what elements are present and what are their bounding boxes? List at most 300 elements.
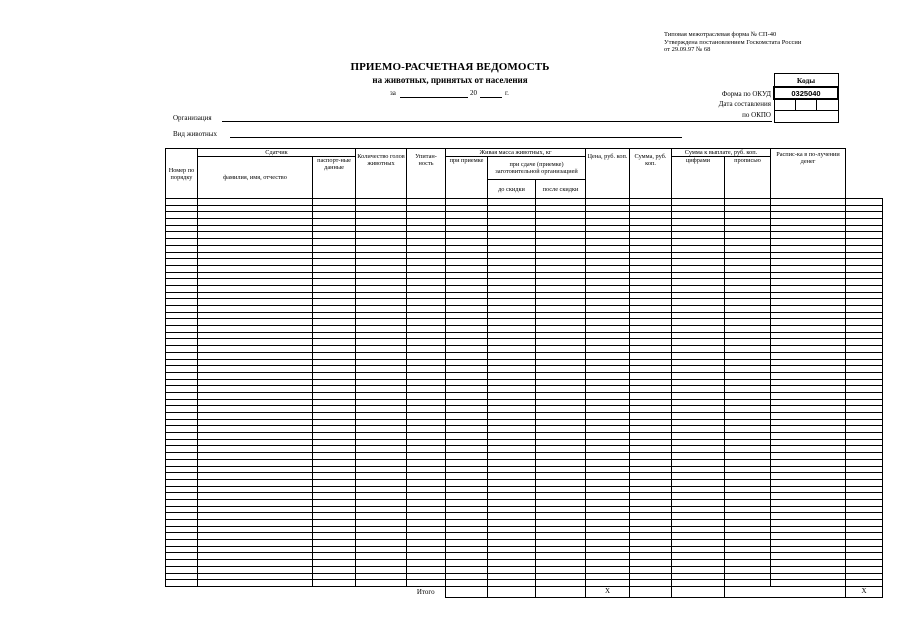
table-cell[interactable]: [407, 493, 446, 500]
table-cell[interactable]: [446, 199, 488, 206]
table-cell[interactable]: [407, 239, 446, 246]
table-cell[interactable]: [725, 479, 771, 486]
total-after-shrink[interactable]: [536, 586, 586, 597]
table-cell[interactable]: [356, 479, 407, 486]
table-cell[interactable]: [166, 339, 198, 346]
table-cell[interactable]: [536, 426, 586, 433]
table-cell[interactable]: [488, 493, 536, 500]
table-cell[interactable]: [166, 426, 198, 433]
table-cell[interactable]: [630, 386, 672, 393]
table-cell[interactable]: [488, 212, 536, 219]
table-cell[interactable]: [356, 406, 407, 413]
table-cell[interactable]: [771, 326, 846, 333]
table-cell[interactable]: [672, 359, 725, 366]
table-cell[interactable]: [846, 446, 883, 453]
table-cell[interactable]: [725, 473, 771, 480]
table-cell[interactable]: [630, 265, 672, 272]
table-cell[interactable]: [446, 453, 488, 460]
table-cell[interactable]: [672, 446, 725, 453]
table-cell[interactable]: [488, 566, 536, 573]
table-cell[interactable]: [356, 332, 407, 339]
table-cell[interactable]: [846, 573, 883, 580]
table-cell[interactable]: [586, 399, 630, 406]
table-cell[interactable]: [725, 546, 771, 553]
table-cell[interactable]: [356, 546, 407, 553]
table-cell[interactable]: [446, 399, 488, 406]
table-cell[interactable]: [725, 426, 771, 433]
table-cell[interactable]: [488, 252, 536, 259]
table-cell[interactable]: [586, 245, 630, 252]
table-cell[interactable]: [630, 366, 672, 373]
table-cell[interactable]: [672, 546, 725, 553]
table-cell[interactable]: [725, 259, 771, 266]
table-cell[interactable]: [536, 219, 586, 226]
table-cell[interactable]: [407, 299, 446, 306]
table-cell[interactable]: [356, 446, 407, 453]
table-cell[interactable]: [198, 346, 313, 353]
table-cell[interactable]: [771, 566, 846, 573]
table-cell[interactable]: [536, 526, 586, 533]
table-cell[interactable]: [198, 426, 313, 433]
table-cell[interactable]: [198, 413, 313, 420]
table-cell[interactable]: [771, 392, 846, 399]
table-cell[interactable]: [725, 453, 771, 460]
table-cell[interactable]: [586, 453, 630, 460]
table-cell[interactable]: [313, 413, 356, 420]
table-cell[interactable]: [672, 199, 725, 206]
table-cell[interactable]: [166, 466, 198, 473]
table-cell[interactable]: [630, 426, 672, 433]
table-cell[interactable]: [771, 366, 846, 373]
table-cell[interactable]: [536, 553, 586, 560]
table-cell[interactable]: [166, 312, 198, 319]
table-cell[interactable]: [407, 285, 446, 292]
table-cell[interactable]: [446, 259, 488, 266]
table-cell[interactable]: [356, 219, 407, 226]
table-cell[interactable]: [586, 513, 630, 520]
date-year-field[interactable]: [480, 97, 502, 98]
table-cell[interactable]: [586, 319, 630, 326]
table-cell[interactable]: [166, 399, 198, 406]
table-cell[interactable]: [198, 379, 313, 386]
table-cell[interactable]: [725, 566, 771, 573]
table-cell[interactable]: [846, 326, 883, 333]
table-cell[interactable]: [407, 359, 446, 366]
table-cell[interactable]: [771, 265, 846, 272]
table-cell[interactable]: [488, 219, 536, 226]
table-cell[interactable]: [407, 279, 446, 286]
table-cell[interactable]: [771, 319, 846, 326]
table-cell[interactable]: [407, 352, 446, 359]
table-cell[interactable]: [488, 346, 536, 353]
table-cell[interactable]: [630, 212, 672, 219]
table-cell[interactable]: [356, 299, 407, 306]
table-cell[interactable]: [536, 499, 586, 506]
table-cell[interactable]: [725, 520, 771, 527]
table-cell[interactable]: [313, 506, 356, 513]
table-cell[interactable]: [166, 553, 198, 560]
table-cell[interactable]: [166, 332, 198, 339]
table-cell[interactable]: [725, 506, 771, 513]
table-cell[interactable]: [356, 346, 407, 353]
table-cell[interactable]: [407, 332, 446, 339]
table-cell[interactable]: [771, 546, 846, 553]
table-cell[interactable]: [536, 265, 586, 272]
table-cell[interactable]: [846, 319, 883, 326]
table-cell[interactable]: [725, 573, 771, 580]
table-cell[interactable]: [725, 406, 771, 413]
table-cell[interactable]: [630, 379, 672, 386]
table-cell[interactable]: [846, 339, 883, 346]
table-cell[interactable]: [672, 580, 725, 587]
table-cell[interactable]: [446, 265, 488, 272]
table-cell[interactable]: [356, 199, 407, 206]
table-cell[interactable]: [630, 520, 672, 527]
table-cell[interactable]: [166, 326, 198, 333]
table-cell[interactable]: [166, 499, 198, 506]
table-cell[interactable]: [771, 419, 846, 426]
table-cell[interactable]: [771, 272, 846, 279]
table-cell[interactable]: [407, 479, 446, 486]
table-cell[interactable]: [725, 319, 771, 326]
table-cell[interactable]: [356, 399, 407, 406]
table-cell[interactable]: [586, 252, 630, 259]
organization-field[interactable]: [222, 121, 772, 122]
table-cell[interactable]: [446, 379, 488, 386]
table-cell[interactable]: [407, 399, 446, 406]
table-cell[interactable]: [630, 473, 672, 480]
table-cell[interactable]: [488, 439, 536, 446]
table-cell[interactable]: [586, 285, 630, 292]
table-cell[interactable]: [198, 285, 313, 292]
table-cell[interactable]: [725, 199, 771, 206]
table-cell[interactable]: [536, 285, 586, 292]
table-cell[interactable]: [630, 493, 672, 500]
table-cell[interactable]: [725, 439, 771, 446]
table-cell[interactable]: [488, 413, 536, 420]
table-cell[interactable]: [672, 413, 725, 420]
table-cell[interactable]: [630, 580, 672, 587]
table-cell[interactable]: [771, 252, 846, 259]
table-cell[interactable]: [672, 386, 725, 393]
table-cell[interactable]: [725, 205, 771, 212]
table-cell[interactable]: [313, 299, 356, 306]
table-cell[interactable]: [630, 279, 672, 286]
table-cell[interactable]: [725, 446, 771, 453]
table-cell[interactable]: [630, 219, 672, 226]
table-cell[interactable]: [672, 232, 725, 239]
table-cell[interactable]: [407, 446, 446, 453]
table-cell[interactable]: [407, 386, 446, 393]
table-cell[interactable]: [672, 366, 725, 373]
table-cell[interactable]: [356, 433, 407, 440]
table-cell[interactable]: [313, 540, 356, 547]
table-cell[interactable]: [846, 386, 883, 393]
table-cell[interactable]: [166, 506, 198, 513]
table-cell[interactable]: [198, 212, 313, 219]
table-cell[interactable]: [672, 352, 725, 359]
table-cell[interactable]: [198, 386, 313, 393]
table-cell[interactable]: [166, 272, 198, 279]
table-cell[interactable]: [446, 292, 488, 299]
table-cell[interactable]: [446, 553, 488, 560]
table-cell[interactable]: [672, 426, 725, 433]
table-cell[interactable]: [672, 560, 725, 567]
table-cell[interactable]: [313, 252, 356, 259]
table-cell[interactable]: [446, 205, 488, 212]
table-cell[interactable]: [771, 439, 846, 446]
table-cell[interactable]: [313, 479, 356, 486]
table-cell[interactable]: [356, 366, 407, 373]
table-cell[interactable]: [846, 366, 883, 373]
table-cell[interactable]: [446, 419, 488, 426]
table-cell[interactable]: [407, 232, 446, 239]
table-cell[interactable]: [356, 573, 407, 580]
table-cell[interactable]: [488, 292, 536, 299]
table-cell[interactable]: [725, 359, 771, 366]
table-cell[interactable]: [446, 306, 488, 313]
table-cell[interactable]: [198, 326, 313, 333]
table-cell[interactable]: [446, 225, 488, 232]
table-cell[interactable]: [446, 580, 488, 587]
table-cell[interactable]: [446, 426, 488, 433]
table-cell[interactable]: [846, 413, 883, 420]
table-cell[interactable]: [166, 446, 198, 453]
table-cell[interactable]: [536, 372, 586, 379]
table-cell[interactable]: [725, 499, 771, 506]
table-cell[interactable]: [407, 526, 446, 533]
table-cell[interactable]: [166, 533, 198, 540]
table-cell[interactable]: [166, 239, 198, 246]
table-cell[interactable]: [446, 520, 488, 527]
table-cell[interactable]: [586, 473, 630, 480]
table-cell[interactable]: [771, 526, 846, 533]
table-cell[interactable]: [630, 453, 672, 460]
table-cell[interactable]: [672, 526, 725, 533]
table-cell[interactable]: [846, 299, 883, 306]
table-cell[interactable]: [313, 352, 356, 359]
table-cell[interactable]: [536, 205, 586, 212]
table-cell[interactable]: [198, 252, 313, 259]
table-cell[interactable]: [630, 439, 672, 446]
table-cell[interactable]: [771, 232, 846, 239]
table-cell[interactable]: [488, 225, 536, 232]
table-cell[interactable]: [488, 573, 536, 580]
table-cell[interactable]: [536, 306, 586, 313]
table-cell[interactable]: [356, 413, 407, 420]
table-cell[interactable]: [536, 392, 586, 399]
table-cell[interactable]: [586, 366, 630, 373]
table-cell[interactable]: [586, 372, 630, 379]
table-cell[interactable]: [166, 526, 198, 533]
table-cell[interactable]: [536, 399, 586, 406]
table-cell[interactable]: [407, 199, 446, 206]
table-cell[interactable]: [630, 486, 672, 493]
table-cell[interactable]: [536, 566, 586, 573]
table-cell[interactable]: [446, 513, 488, 520]
table-cell[interactable]: [166, 486, 198, 493]
table-cell[interactable]: [488, 419, 536, 426]
table-cell[interactable]: [725, 419, 771, 426]
table-cell[interactable]: [846, 272, 883, 279]
table-cell[interactable]: [356, 319, 407, 326]
table-cell[interactable]: [630, 533, 672, 540]
table-cell[interactable]: [166, 292, 198, 299]
table-cell[interactable]: [313, 520, 356, 527]
table-cell[interactable]: [198, 399, 313, 406]
table-cell[interactable]: [446, 533, 488, 540]
table-cell[interactable]: [356, 466, 407, 473]
table-cell[interactable]: [536, 332, 586, 339]
date-day-cell[interactable]: [774, 99, 795, 111]
table-cell[interactable]: [446, 212, 488, 219]
date-month-cell[interactable]: [795, 99, 816, 111]
table-cell[interactable]: [536, 540, 586, 547]
table-cell[interactable]: [407, 533, 446, 540]
table-cell[interactable]: [846, 533, 883, 540]
table-cell[interactable]: [407, 339, 446, 346]
table-cell[interactable]: [672, 245, 725, 252]
table-cell[interactable]: [536, 339, 586, 346]
table-cell[interactable]: [846, 486, 883, 493]
table-cell[interactable]: [586, 413, 630, 420]
table-cell[interactable]: [198, 493, 313, 500]
table-cell[interactable]: [446, 372, 488, 379]
table-cell[interactable]: [672, 306, 725, 313]
table-cell[interactable]: [536, 359, 586, 366]
table-cell[interactable]: [313, 406, 356, 413]
table-cell[interactable]: [407, 419, 446, 426]
table-cell[interactable]: [586, 259, 630, 266]
table-cell[interactable]: [313, 560, 356, 567]
table-cell[interactable]: [725, 306, 771, 313]
table-cell[interactable]: [672, 239, 725, 246]
table-cell[interactable]: [536, 459, 586, 466]
table-cell[interactable]: [771, 560, 846, 567]
table-cell[interactable]: [356, 339, 407, 346]
table-cell[interactable]: [166, 232, 198, 239]
table-cell[interactable]: [313, 493, 356, 500]
table-cell[interactable]: [446, 312, 488, 319]
table-cell[interactable]: [198, 499, 313, 506]
table-cell[interactable]: [313, 245, 356, 252]
table-cell[interactable]: [846, 426, 883, 433]
total-digits[interactable]: [672, 586, 725, 597]
table-cell[interactable]: [446, 446, 488, 453]
table-cell[interactable]: [672, 433, 725, 440]
table-cell[interactable]: [672, 399, 725, 406]
table-cell[interactable]: [356, 566, 407, 573]
table-cell[interactable]: [536, 239, 586, 246]
table-cell[interactable]: [446, 466, 488, 473]
table-cell[interactable]: [586, 219, 630, 226]
table-cell[interactable]: [586, 479, 630, 486]
table-cell[interactable]: [446, 319, 488, 326]
table-cell[interactable]: [488, 433, 536, 440]
table-cell[interactable]: [846, 560, 883, 567]
table-cell[interactable]: [407, 459, 446, 466]
table-cell[interactable]: [407, 292, 446, 299]
table-cell[interactable]: [672, 419, 725, 426]
table-cell[interactable]: [198, 359, 313, 366]
table-cell[interactable]: [672, 453, 725, 460]
total-words[interactable]: [725, 586, 846, 597]
table-cell[interactable]: [313, 526, 356, 533]
table-cell[interactable]: [846, 493, 883, 500]
table-cell[interactable]: [586, 386, 630, 393]
table-cell[interactable]: [356, 379, 407, 386]
table-cell[interactable]: [407, 312, 446, 319]
table-cell[interactable]: [536, 199, 586, 206]
table-cell[interactable]: [446, 359, 488, 366]
table-cell[interactable]: [586, 499, 630, 506]
table-cell[interactable]: [313, 446, 356, 453]
table-cell[interactable]: [630, 546, 672, 553]
table-cell[interactable]: [630, 352, 672, 359]
table-cell[interactable]: [586, 212, 630, 219]
table-cell[interactable]: [725, 513, 771, 520]
table-cell[interactable]: [630, 272, 672, 279]
table-cell[interactable]: [407, 466, 446, 473]
table-cell[interactable]: [356, 506, 407, 513]
table-cell[interactable]: [771, 339, 846, 346]
table-cell[interactable]: [586, 406, 630, 413]
table-cell[interactable]: [630, 553, 672, 560]
table-cell[interactable]: [536, 433, 586, 440]
table-cell[interactable]: [407, 413, 446, 420]
table-cell[interactable]: [846, 232, 883, 239]
table-cell[interactable]: [356, 486, 407, 493]
table-cell[interactable]: [488, 473, 536, 480]
table-cell[interactable]: [725, 346, 771, 353]
table-cell[interactable]: [407, 225, 446, 232]
table-cell[interactable]: [771, 292, 846, 299]
table-cell[interactable]: [488, 306, 536, 313]
table-cell[interactable]: [488, 265, 536, 272]
table-cell[interactable]: [313, 426, 356, 433]
table-cell[interactable]: [446, 473, 488, 480]
table-cell[interactable]: [488, 245, 536, 252]
table-cell[interactable]: [846, 540, 883, 547]
table-cell[interactable]: [672, 279, 725, 286]
table-cell[interactable]: [771, 312, 846, 319]
table-cell[interactable]: [488, 580, 536, 587]
table-cell[interactable]: [630, 306, 672, 313]
table-cell[interactable]: [846, 212, 883, 219]
table-cell[interactable]: [725, 245, 771, 252]
table-cell[interactable]: [672, 326, 725, 333]
table-cell[interactable]: [488, 406, 536, 413]
table-cell[interactable]: [771, 359, 846, 366]
table-cell[interactable]: [586, 426, 630, 433]
table-cell[interactable]: [630, 419, 672, 426]
table-cell[interactable]: [586, 199, 630, 206]
table-cell[interactable]: [536, 232, 586, 239]
table-cell[interactable]: [446, 493, 488, 500]
table-cell[interactable]: [313, 259, 356, 266]
table-cell[interactable]: [166, 392, 198, 399]
table-cell[interactable]: [630, 259, 672, 266]
table-cell[interactable]: [356, 372, 407, 379]
table-cell[interactable]: [586, 546, 630, 553]
table-cell[interactable]: [846, 506, 883, 513]
table-cell[interactable]: [725, 366, 771, 373]
table-cell[interactable]: [488, 359, 536, 366]
table-cell[interactable]: [407, 513, 446, 520]
table-cell[interactable]: [536, 466, 586, 473]
table-cell[interactable]: [630, 433, 672, 440]
table-cell[interactable]: [771, 540, 846, 547]
